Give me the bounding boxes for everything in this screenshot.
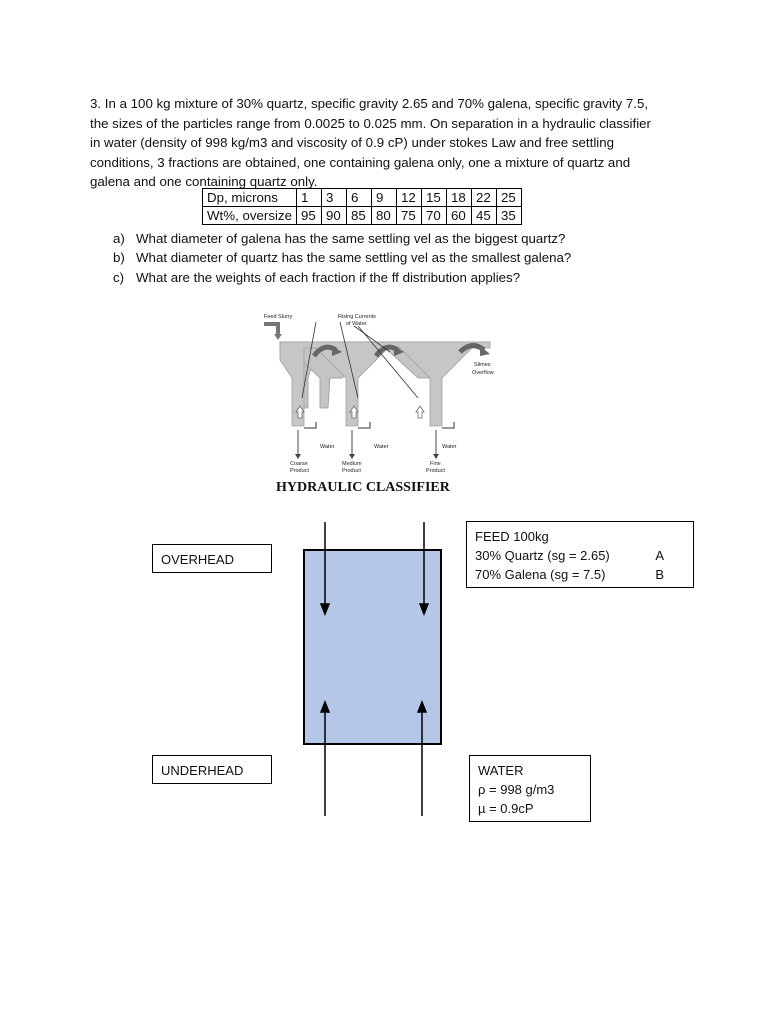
problem-line: in water (density of 998 kg/m3 and viscosity of 0.9 cP) under stokes Law and free settling [90, 135, 615, 151]
question-text: What diameter of galena has the same settling vel as the biggest quartz? [136, 231, 566, 246]
figure-caption: HYDRAULIC CLASSIFIER [276, 480, 450, 495]
overhead-label: OVERHEAD [161, 552, 234, 567]
table-cell: 60 [446, 207, 471, 225]
water-label: Water [442, 444, 457, 450]
table-cell: 9 [371, 189, 396, 207]
table-cell: 85 [346, 207, 371, 225]
table-cell: 3 [321, 189, 346, 207]
problem-line: the sizes of the particles range from 0.0025 to 0.025 mm. On separation in a hydraulic classifier [90, 115, 651, 131]
table-cell: 35 [496, 207, 521, 225]
galena-line: 70% Galena (sg = 7.5) [475, 567, 606, 582]
underhead-label: UNDERHEAD [161, 763, 244, 778]
table-cell: 80 [371, 207, 396, 225]
row-header: Dp, microns [203, 189, 297, 207]
question-label: a) [113, 231, 125, 246]
water-viscosity: µ = 0.9cP [478, 801, 534, 816]
table-cell: 6 [346, 189, 371, 207]
table-cell: 25 [496, 189, 521, 207]
coarse-label: Coarse [290, 461, 308, 467]
table-cell: 15 [421, 189, 446, 207]
table-cell: 1 [296, 189, 321, 207]
water-density: ρ = 998 g/m3 [478, 782, 555, 797]
overflow-label: Overflow [472, 370, 494, 376]
medium-label: Medium [342, 461, 362, 467]
table-cell: 75 [396, 207, 421, 225]
problem-line: galena and one containing quartz only. [90, 174, 318, 190]
product-label: Product [290, 468, 309, 474]
water-label: Water [320, 444, 335, 450]
product-label: Product [342, 468, 361, 474]
quartz-tag: A [655, 548, 664, 563]
table-cell: 12 [396, 189, 421, 207]
question-text: What are the weights of each fraction if the ff distribution applies? [136, 269, 521, 285]
water-title: WATER [478, 763, 524, 778]
row-header: Wt%, oversize [203, 207, 297, 225]
slimes-label: Slimes [474, 362, 491, 368]
quartz-line: 30% Quartz (sg = 2.65) [475, 548, 610, 563]
galena-tag: B [655, 567, 664, 582]
product-label: Product [426, 468, 445, 474]
question-text: What diameter of quartz has the same settling vel as the smallest galena? [136, 250, 572, 266]
table-cell: 45 [471, 207, 496, 225]
water-label: Water [374, 444, 389, 450]
table-cell: 70 [421, 207, 446, 225]
rising-label: of Water [346, 321, 367, 327]
rising-label: Rising Currents [338, 314, 376, 320]
down-arrow-icon [321, 604, 329, 614]
fine-label: Fine [430, 461, 441, 467]
table-cell: 90 [321, 207, 346, 225]
up-arrow-icon [418, 702, 426, 712]
table-cell: 18 [446, 189, 471, 207]
up-arrow-icon [321, 702, 329, 712]
table-cell: 95 [296, 207, 321, 225]
question-label: b) [113, 250, 125, 266]
problem-line: conditions, 3 fractions are obtained, one containing galena only, one a mixture of quartz and [90, 154, 631, 170]
table-cell: 22 [471, 189, 496, 207]
problem-line: 3. In a 100 kg mixture of 30% quartz, specific gravity 2.65 and 70% galena, specific gravity 7.5, [90, 96, 649, 111]
feed-slurry-label: Feed Slurry [264, 314, 293, 320]
question-label: c) [113, 269, 125, 285]
feed-title: FEED 100kg [475, 529, 549, 544]
down-arrow-icon [420, 604, 428, 614]
